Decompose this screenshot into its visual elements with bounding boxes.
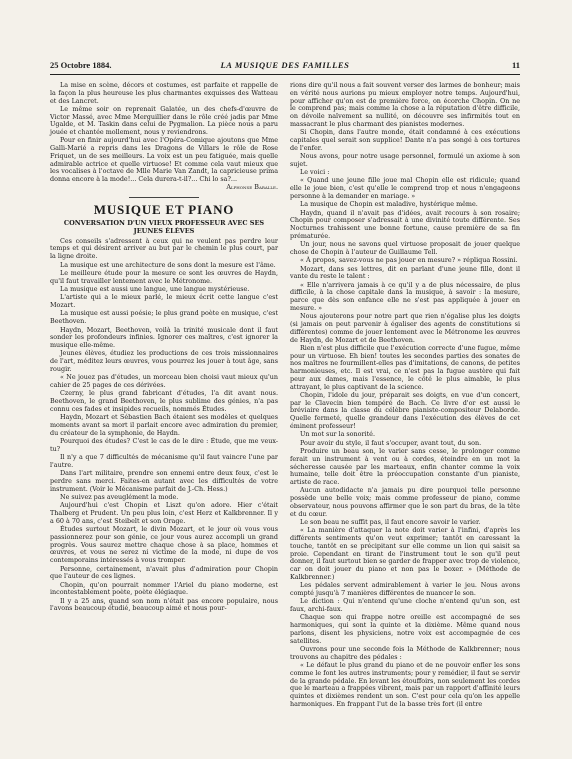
paragraph: Czerny, le plus grand fabricant d'études, l'a dit avant nous. Beethoven, le grand Beethoven, le plus sublime des génies, n'a pas connu ces fades et insipides recueils, nommés Études. [50, 389, 278, 413]
paragraph: Aucun autodidacte n'a jamais pu dire pourquoi telle personne possède une belle voix; mais comme professeur de piano, comme observateur, nous pouvons affirmer que le son part du bras, de la tête et du cœur. [290, 486, 520, 518]
paragraph: Le son beau ne suffit pas, il faut encore savoir le varier. [300, 517, 481, 526]
paragraph: Un jour, nous ne savons quel virtuose proposait de jouer quelque chose de Chopin à l'auteur de Guillaume Tell. [290, 240, 520, 256]
paragraph: Chaque son qui frappe notre oreille est accompagné de ses harmoniques, qui sont la quinte et la dixième. Même quand nous parlons, disent les physiciens, notre voix est accompagnée de ces satellites. [290, 613, 520, 645]
paragraph: Personne, certainement, n'avait plus d'admiration pour Chopin que l'auteur de ces lignes. [50, 564, 278, 581]
paragraph: Ouvrons pour une seconde fois la Méthode de Kalkbrenner; nous trouvons au chapitre des pédales : [290, 644, 520, 661]
paragraph: rions dire qu'il nous a fait souvent verser des larmes de bonheur; mais en vérité nous aurions pu mieux employer notre temps. Aujourd'hui, pour afficher qu'on est de première force, on écorche Chopin. On ne le comprend pas; mais comme la chose a la réputation d'être difficile, on dévoile naïvement sa nullité, on découvre ses infirmités tout en massacrant le plus charmant des pianistes modernes. [290, 81, 520, 128]
page-number: 11 [511, 60, 520, 70]
paragraph: « À propos, savez-vous ne pas jouer en mesure? » répliqua Rossini. [300, 256, 518, 265]
paragraph: Le voici : [300, 168, 330, 177]
paragraph: Haydn, Mozart, Beethoven, voilà la trinité musicale dont il faut sonder les profondeurs infinies. Ignorer ces maîtres, c'est ignorer la musique elle-même. [50, 325, 278, 349]
article-body-left [50, 238, 278, 614]
paragraph: « La manière d'attaquer la note doit varier à l'infini, d'après les différents sentiments qu'on veut exprimer; tantôt en caressant la touche, tantôt en se précipitant sur elle comme un lion qui saisit sa proie. Cependant en tirant de l'instrument tout le son qu'il peut donner, il faut surtout bien se garder de frapper avec trop de violence, car on doit jouer du piano et non pas le boxer. » (Méthode de Kalkbrenner.) [290, 526, 520, 581]
paragraph: Ne suivez pas aveuglément la mode. [60, 493, 179, 501]
paragraph: La musique est aussi poésie; le plus grand poète en musique, c'est Beethoven. [50, 309, 278, 326]
issue-date: 25 Octobre 1884. [50, 60, 112, 70]
paragraph: « Quand une jeune fille joue mal Chopin elle est ridicule; quand elle le joue bien, c'est qu'elle le comprend trop et nous n'engageons personne à la demander en mariage. » [290, 176, 520, 200]
paragraph: Il n'y a que 7 difficultés de mécanisme qu'il faut vaincre l'une par l'autre. [50, 453, 278, 469]
paragraph: Rien n'est plus difficile que l'exécution correcte d'une fugue, même pour un virtuose. Eh bien! toutes les secondes parties des sonates de nos maîtres ne fourmillent-elles pas d'imitations, de canons, de petites harmonieuses, etc. Il est vrai, ce n'est pas la fugue austère qui fait peur aux dames, mais l'essence, le côté le plus aimable, le plus attrayant, le plus captivant de la science. [290, 343, 520, 391]
paragraph: Il y a 25 ans, quand son nom n'était pas encore populaire, nous l'avons beaucoup étudié, beaucoup aimé et nous pour- [50, 596, 278, 613]
paragraph: « Elle n'arrivera jamais à ce qu'il y a de plus nécessaire, de plus difficile, à la chose capitale dans la musique, à savoir : la mesure, parce que dès son enfance elle ne s'est pas appliquée à jouer en mesure. » [290, 280, 520, 312]
header-rule [50, 74, 520, 75]
article-title: MUSIQUE ET PIANO [93, 201, 235, 217]
right-column [290, 82, 520, 709]
left-column [50, 82, 278, 613]
paragraph: Les pédales servent admirablement à varier le jeu. Nous avons compté jusqu'à 7 manières différentes de nuancer le son. [290, 581, 520, 597]
paragraph: Ces conseils s'adressent à ceux qui ne veulent pas perdre leur temps et qui désirent arriver au but par le chemin le plus court, par la ligne droite. [50, 236, 278, 261]
paragraph: « Ne jouez pas d'études, un morceau bien choisi vaut mieux qu'un cahier de 25 pages de ces dérivées. [50, 373, 278, 389]
paragraph: Un mot sur la sonorité. [300, 430, 375, 439]
paragraph: L'artiste qui a le mieux parlé, le mieux écrit cette langue c'est Mozart. [50, 293, 278, 310]
publication-title: LA MUSIQUE DES FAMILLES [220, 60, 350, 70]
paragraph: Pourquoi des études? C'est le cas de le dire : Étude, que me veux-tu? [50, 436, 278, 453]
article-body-right [290, 82, 520, 709]
paragraph: Le diction : Qui n'entend qu'une cloche n'entend qu'un son, est faux, archi-faux. [290, 597, 520, 613]
article-subtitle: CONVERSATION D'UN VIEUX PROFESSEUR AVEC SES JEUNES ÉLÈVES [63, 218, 265, 235]
paragraph: Produire un beau son, le varier sans cesse, le prolonger comme ferait un instrument à vent ou à cordes, éteindre en un mot la sécheresse causée par les marteaux, enfin chanter comme la voix humaine, telle doit être la préoccupation constante d'un pianiste, artiste de race. [290, 447, 520, 486]
theatre-review [50, 82, 278, 184]
paragraph: Le même soir on reprenait Galatée, un des chefs-d'œuvre de Victor Massé, avec Mme Merguillier dans le rôle créé jadis par Mme Ugalde, et M. Taskin dans celui de Pygmalion. La pièce nous a paru jouée et chantée mollement, nous y reviendrons. [50, 104, 278, 137]
paragraph: Chopin, qu'on pourrait nommer l'Ariel du piano moderne, est incontestablement poète, poète élégiaque. [50, 580, 278, 597]
paragraph: Pour avoir du style, il faut s'occuper, avant tout, du son. [300, 438, 482, 447]
paragraph: La musique est une architecture de sons dont la mesure est l'âme. [60, 260, 276, 269]
paragraph: Nous avons, pour notre usage personnel, formulé un axiome à son sujet. [290, 151, 520, 168]
signature: Alphonse Baralle. [226, 182, 278, 191]
paragraph: La mise en scène, décors et costumes, est parfaite et rappelle de la façon la plus heureuse les plus charmantes exquisses des Watteau et des Lancret. [50, 81, 278, 105]
paragraph: Le meilleure étude pour la mesure ce sont les œuvres de Haydn, qu'il faut travailler lentement avec le Métronome. [50, 268, 278, 285]
paragraph: « Le défaut le plus grand du piano et de ne pouvoir enfler les sons comme le font les autres instruments; pour y remédier, il faut se servir de la grande pédale. En levant les étouffoirs, non seulement les cordes que le marteau a frappées vibrent, mais par un rapport d'affinité leurs quintes et dixièmes rendent un son. C'est pour cela qu'on les appelle harmoniques. En frappant l'ut de la basse très fort (il entre [290, 661, 520, 708]
paragraph: Études surtout Mozart, le divin Mozart, et le jour où vous vous passionnerez pour son génie, ce jour vous aurez accompli un grand progrès. Vous saurez mettre chaque chose à sa place, hommes et œuvres, et vous ne serez ni victime de la mode, ni dupe de vos contemporains intéressés à vous tromper. [50, 525, 278, 565]
paragraph: Haydn, Mozart et Sébastien Bach étaient ses modèles et quelques moments avant sa mort il parlait encore avec admiration du premier, du créateur de la symphonie, de Haydn. [50, 413, 278, 437]
paragraph: Si Chopin, dans l'autre monde, était condamné à ces exécutions capitales quel serait son supplice! Dante n'a pas songé à ces tortures de l'enfer. [290, 128, 520, 152]
paragraph: Nous ajouterons pour notre part que rien n'égalise plus les doigts (si jamais on peut parvenir à égaliser des agents de constitutions si différentes) comme de jouer lentement avec le Métronome les œuvres de Haydn, de Mozart et de Beethoven. [290, 312, 520, 344]
paragraph: Chopin, l'idole du jour, préparait ses doigts, en vue d'un concert, par le Clavecin bien tempéré de Bach. Ce livre d'or est aussi le bréviaire dans la classe du célèbre pianiste-compositeur Delaborde. Quelle fermeté, quelle grandeur dans l'exécution des élèves de cet éminent professeur! [290, 390, 520, 430]
paragraph: Dans l'art militaire, prendre son ennemi entre deux feux, c'est le perdre sans merci. Faites-en autant avec les difficultés de votre instrument. (Voir le Mécanisme parfait de J.-Ch. Hess.) [50, 469, 278, 493]
paragraph: Pour en finir aujourd'hui avec l'Opéra-Comique ajoutons que Mme Galli-Marié a repris dans les Dragons de Villars le rôle de Rose Friquet, un de ses meilleurs. La voix est un peu fatiguée, mais quelle admirable actrice et quelle virtuose! Et comme cela vaut mieux que les vocalises à l'octave de Mlle Marie Van Zandt, la capricieuse prima donna encore à la mode!... Cela durera-t-il?... Chi lo sa?... [50, 136, 278, 184]
paragraph: La musique est aussi une langue, une langue mystérieuse. [60, 284, 250, 293]
paragraph: Haydn, quand il n'avait pas d'idées, avait recours à son rosaire; Chopin pour composer s'adressait à une divinité toute différente. Ses Nocturnes trahissent une bonne fortune, cause première de sa fin prématurée. [290, 208, 520, 240]
paragraph: Jeunes élèves, étudiez les productions de ces trois missionnaires de l'art, méditez leurs œuvres, vous pourrez les jouer à tout âge, sans rougir. [50, 349, 278, 373]
paragraph: Aujourd'hui c'est Chopin et Liszt qu'on adore. Hier c'était Thalberg et Prudent. Un peu plus loin, c'est Herz et Kalkbrenner. Il y a 60 à 70 ans, c'est Steibelt et son Orage. [50, 501, 278, 525]
paragraph: Mozart, dans ses lettres, dit en parlant d'une jeune fille, dont il vante du reste le talent : [290, 264, 520, 281]
paragraph: La musique de Chopin est maladive, hystérique même. [300, 200, 478, 209]
page-header [50, 60, 520, 74]
separator-rule [129, 197, 199, 198]
